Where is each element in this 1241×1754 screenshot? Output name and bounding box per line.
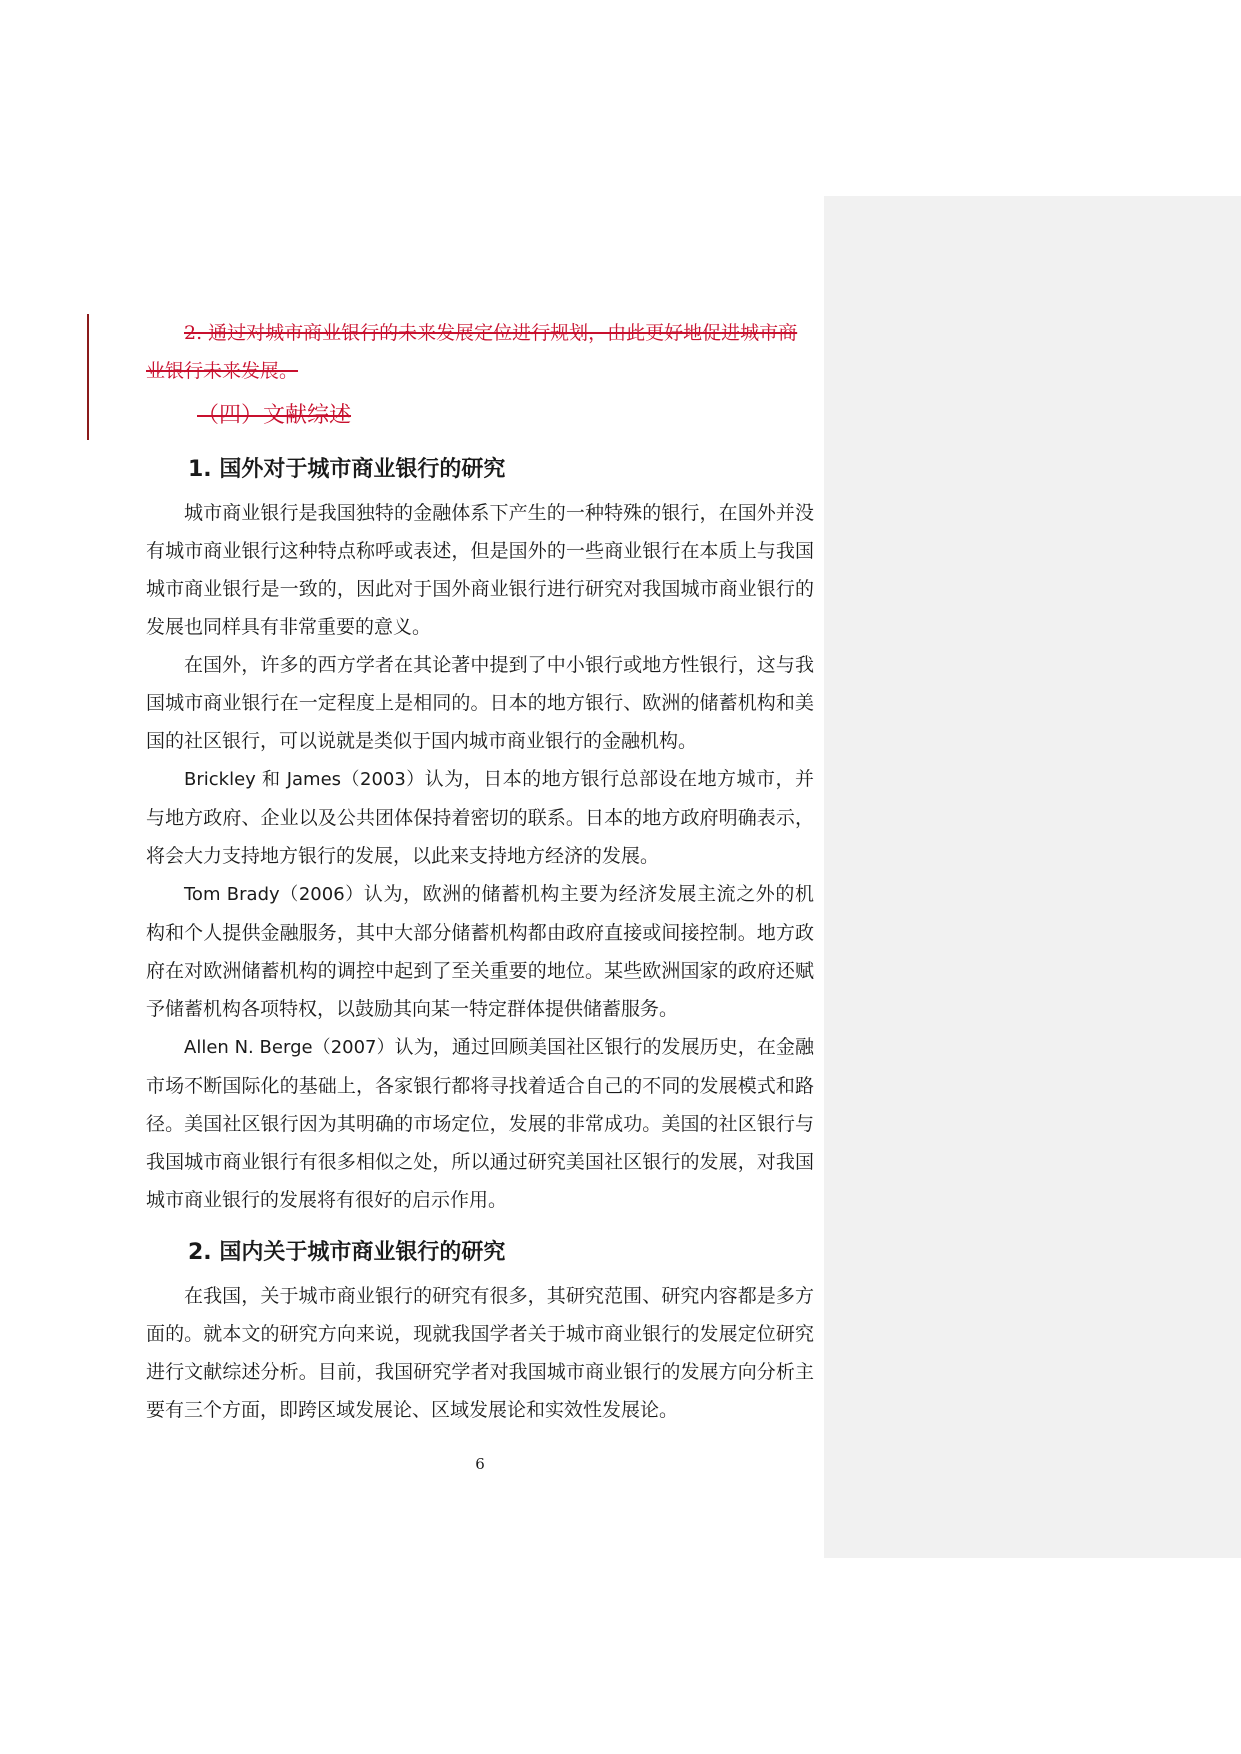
citation-paragraph — [146, 760, 814, 875]
citation-author: Brickley 和 James（2003） — [184, 769, 425, 790]
change-bar — [87, 314, 89, 440]
citation-text: 认为，通过回顾美国社区银行的发展历史，在金融市场不断国际化的基础上，各家银行都将寻找着适合自己的不同的发展模式和路径。美国社区银行因为其明确的市场定位，发展的非常成功。美国的社区银行与我国城市商业银行有很多相似之处，所以通过研究美国社区银行的发展，对我国城市商业银行的发展将有很好的启示作用。 — [146, 1036, 814, 1211]
paragraph: 在国外，许多的西方学者在其论著中提到了中小银行或地方性银行，这与我国城市商业银行在一定程度上是相同的。日本的地方银行、欧洲的储蓄机构和美国的社区银行，可以说就是类似于国内城市商业银行的金融机构。 — [146, 654, 814, 752]
page-number: 6 — [475, 1455, 485, 1473]
document-body — [146, 314, 814, 1429]
citation-paragraph — [146, 875, 814, 1028]
citation-paragraph — [146, 1028, 814, 1219]
citation-author: Tom Brady（2006） — [184, 884, 364, 905]
deleted-item-2: 2. 通过对城市商业银行的未来发展定位进行规划，由此更好地促进城市商业银行未来发展。 — [146, 322, 798, 382]
markup-pane — [824, 196, 1241, 1558]
citation-text: 认为，日本的地方银行总部设在地方城市，并与地方政府、企业以及公共团体保持着密切的联系。日本的地方政府明确表示，将会大力支持地方银行的发展，以此来支持地方经济的发展。 — [146, 768, 814, 867]
deleted-heading-literature-review: （四）文献综述 — [197, 403, 352, 428]
section-1-heading: 1. 国外对于城市商业银行的研究 — [188, 457, 506, 482]
paragraph: 城市商业银行是我国独特的金融体系下产生的一种特殊的银行，在国外并没有城市商业银行这种特点称呼或表述，但是国外的一些商业银行在本质上与我国城市商业银行是一致的，因此对于国外商业银行进行研究对我国城市商业银行的发展也同样具有非常重要的意义。 — [146, 502, 814, 638]
citation-author: Allen N. Berge（2007） — [184, 1037, 395, 1058]
section-2-heading: 2. 国内关于城市商业银行的研究 — [188, 1240, 506, 1265]
paragraph: 在我国，关于城市商业银行的研究有很多，其研究范围、研究内容都是多方面的。就本文的研究方向来说，现就我国学者关于城市商业银行的发展定位研究进行文献综述分析。目前，我国研究学者对我国城市商业银行的发展方向分析主要有三个方面，即跨区域发展论、区域发展论和实效性发展论。 — [146, 1285, 814, 1421]
citation-text: 认为，欧洲的储蓄机构主要为经济发展主流之外的机构和个人提供金融服务，其中大部分储蓄机构都由政府直接或间接控制。地方政府在对欧洲储蓄机构的调控中起到了至关重要的地位。某些欧洲国家的政府还赋予储蓄机构各项特权，以鼓励其向某一特定群体提供储蓄服务。 — [146, 883, 814, 1020]
